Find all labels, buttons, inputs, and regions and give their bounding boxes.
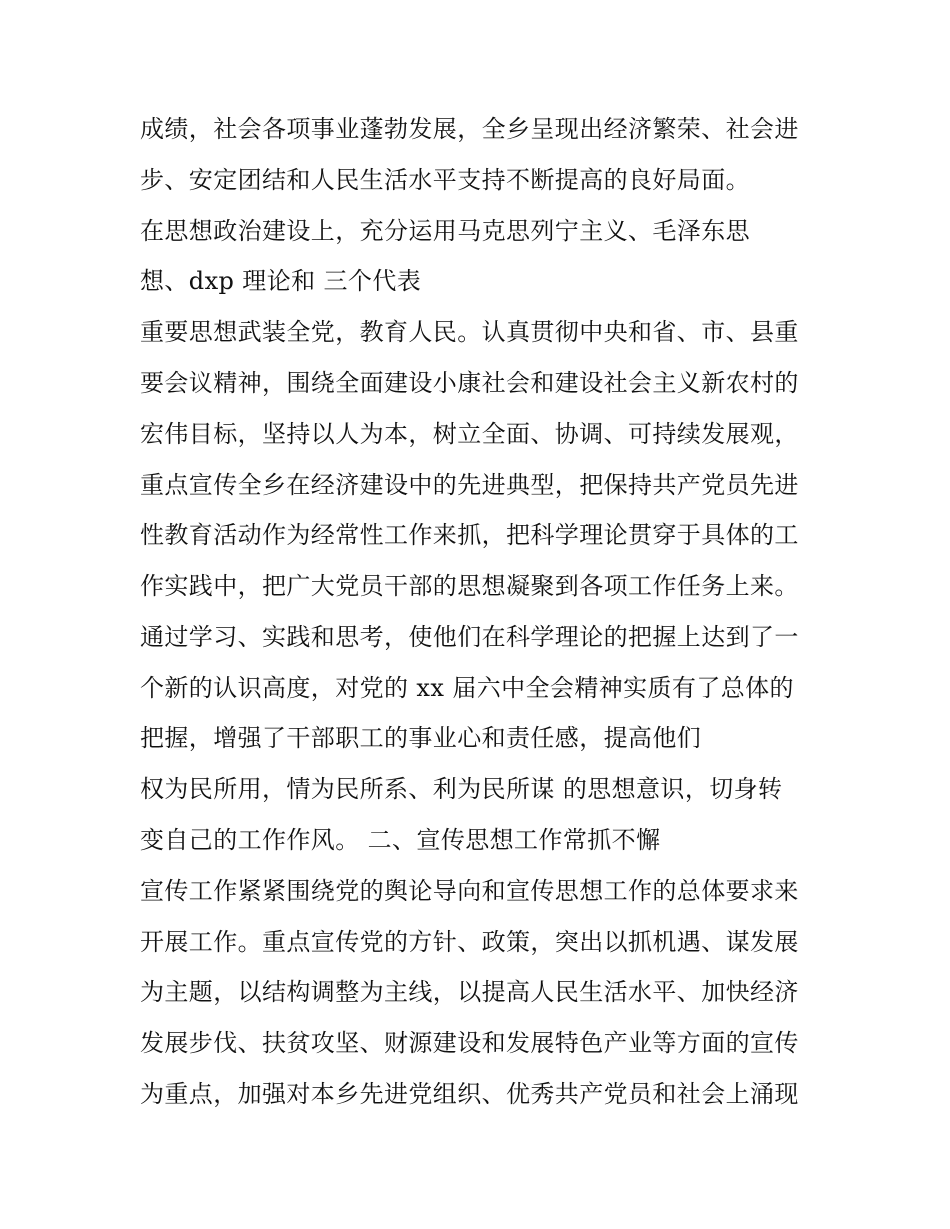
text-line: 步、安定团结和人民生活水平支持不断提高的良好局面。 — [140, 166, 750, 194]
text-line: 通过学习、实践和思考，使他们在科学理论的把握上达到了一 — [140, 623, 799, 651]
text-line: 重点宣传全乡在经济建设中的先进典型，把保持共产党员先进 — [140, 471, 799, 499]
text-line: 权为民所用，情为民所系、利为民所谋 的思想意识，切身转 — [140, 775, 783, 803]
text-line: 作实践中，把广大党员干部的思想凝聚到各项工作任务上来。 — [140, 572, 799, 600]
text-line: 成绩，社会各项事业蓬勃发展，全乡呈现出经济繁荣、社会进 — [140, 115, 799, 143]
text-line: 开展工作。重点宣传党的方针、政策，突出以抓机遇、谋发展 — [140, 928, 799, 956]
text-line: 把握，增强了干部职工的事业心和责任感，提高他们 — [140, 724, 702, 752]
text-line: 变自己的工作作风。 二、宣传思想工作常抓不懈 — [140, 826, 661, 854]
text-line: 在思想政治建设上，充分运用马克思列宁主义、毛泽东思 — [140, 217, 750, 245]
text-line: 个新的认识高度，对党的 xx 届六中全会精神实质有了总体的 — [140, 674, 794, 702]
text-line: 宏伟目标，坚持以人为本，树立全面、协调、可持续发展观， — [140, 420, 799, 448]
text-line: 宣传工作紧紧围绕党的舆论导向和宣传思想工作的总体要求来 — [140, 877, 799, 905]
text-line: 重要思想武装全党，教育人民。认真贯彻中央和省、市、县重 — [140, 318, 799, 346]
text-line: 想、dxp 理论和 三个代表 — [140, 267, 422, 295]
text-line: 为主题，以结构调整为主线，以提高人民生活水平、加快经济 — [140, 978, 799, 1006]
text-line: 为重点，加强对本乡先进党组织、优秀共产党员和社会上涌现 — [140, 1080, 799, 1108]
text-line: 要会议精神，围绕全面建设小康社会和建设社会主义新农村的 — [140, 369, 799, 397]
text-line: 性教育活动作为经常性工作来抓，把科学理论贯穿于具体的工 — [140, 521, 799, 549]
text-line: 发展步伐、扶贫攻坚、财源建设和发展特色产业等方面的宣传 — [140, 1029, 799, 1057]
